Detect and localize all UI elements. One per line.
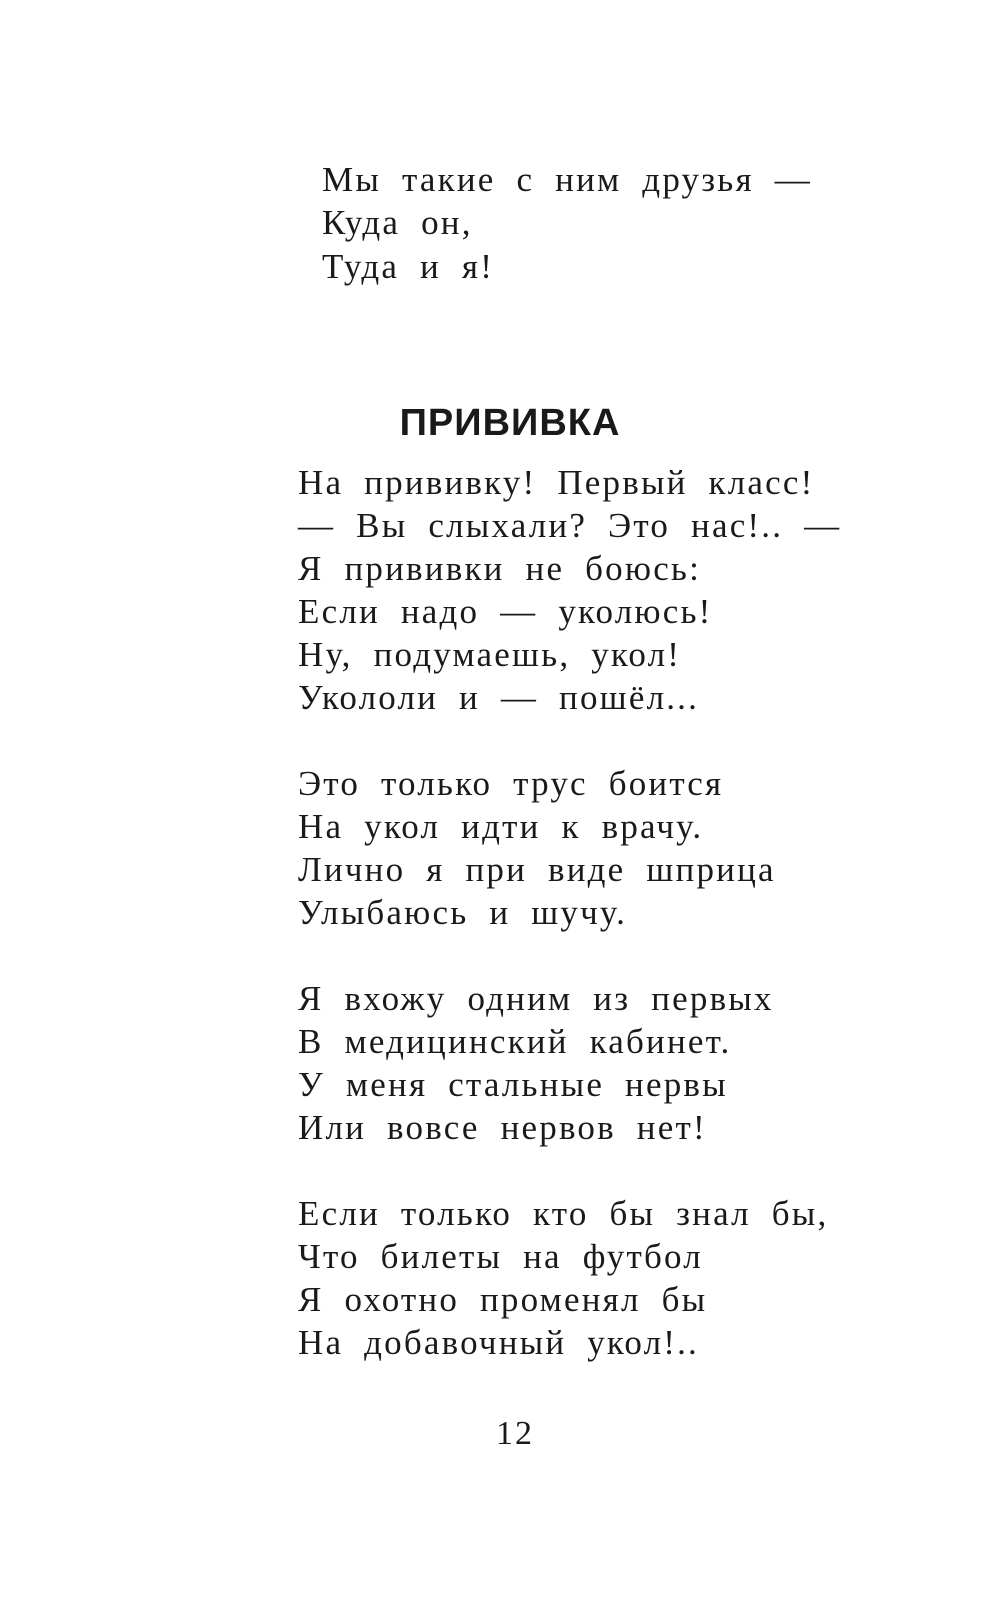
verse-line: На добавочный укол!.. [298, 1323, 700, 1362]
verse-line: Я охотно променял бы [298, 1280, 708, 1319]
verse-line: Что билеты на футбол [298, 1237, 703, 1276]
verse-line: Туда и я! [322, 247, 495, 286]
verse-line: — Вы слыхали? Это нас!.. — [298, 506, 842, 545]
verse-line: На укол идти к врачу. [298, 807, 704, 846]
verse-line: Лично я при виде шприца [298, 850, 776, 889]
verse-line: Я вхожу одним из первых [298, 979, 774, 1018]
poem-title: ПРИВИВКА [399, 402, 621, 444]
verse-line: Я прививки не боюсь: [298, 549, 702, 588]
verse-line: Ну, подумаешь, укол! [298, 635, 682, 674]
verse-line: Если только кто бы знал бы, [298, 1194, 829, 1233]
verse-line: Куда он, [322, 203, 473, 242]
verse-line: Если надо — уколюсь! [298, 592, 713, 631]
verse-line: У меня стальные нервы [298, 1065, 728, 1104]
verse-line: Улыбаюсь и шучу. [298, 893, 628, 932]
verse-line: В медицинский кабинет. [298, 1022, 732, 1061]
verse-line: Мы такие с ним друзья — [322, 160, 812, 199]
page-number: 12 [496, 1415, 534, 1452]
verse-line: Или вовсе нервов нет! [298, 1108, 707, 1147]
verse-line: Это только трус боится [298, 764, 724, 803]
verse-line: Укололи и — пошёл... [298, 678, 700, 717]
verse-line: На прививку! Первый класс! [298, 463, 815, 502]
